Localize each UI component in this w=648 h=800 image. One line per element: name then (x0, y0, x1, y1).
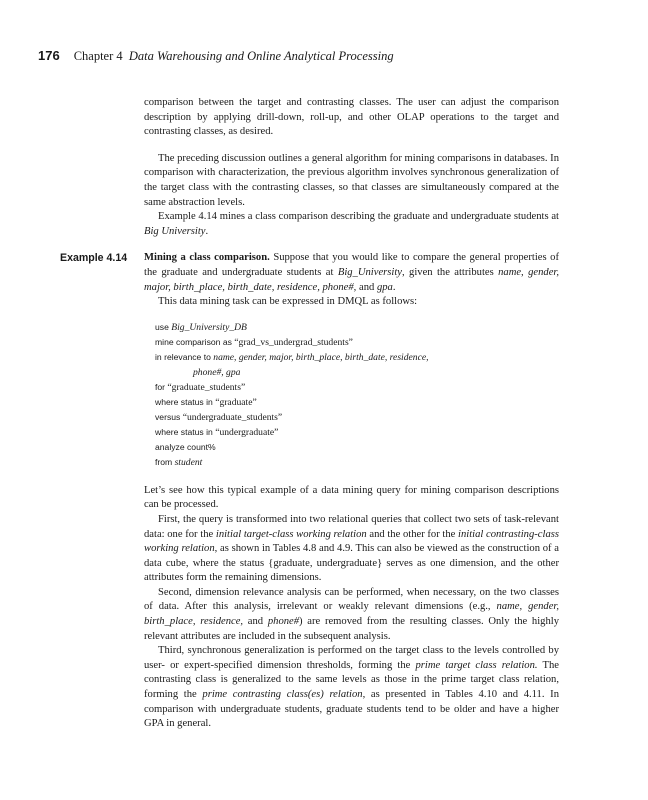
query-line: versus “undergraduate_students” (155, 411, 283, 423)
paragraph-example-intro: Example 4.14 mines a class comparison describing the graduate and undergraduate students at Big University. (144, 211, 559, 237)
example-4-14 (60, 251, 559, 469)
query-line: analyze count% (155, 441, 216, 452)
example-dmql-intro: This data mining task can be expressed in DMQL as follows: (158, 296, 418, 308)
query-line: where status in “undergraduate” (155, 426, 279, 438)
query-line: for “graduate_students” (155, 381, 246, 393)
paragraph-step-first: First, the query is transformed into two relational queries that collect two sets of task-relevant data: one for the initial target-class working relation and the other for the initial contrasting-class working relation, as shown in Tables 4.8 and 4.9. This can also be viewed as the construction of a data cube, where the status {graduate, undergraduate} serves as one dimension, and the other attributes form the remaining dimensions. (144, 513, 560, 584)
paragraph-step-third: Third, synchronous generalization is performed on the target class to the levels controlled by user- or expert-specified dimension thresholds, forming the prime target class relation. The contrasting class is generalized to the same levels as those in the prime target class relation, forming the prime contrasting class(es) relation, as presented in Tables 4.10 and 4.11. In comparison with undergraduate students, graduate students tend to be older and have a higher GPA in general. (144, 645, 559, 730)
dmql-query-block (155, 320, 559, 470)
query-line: use Big_University_DB (155, 321, 247, 333)
query-line: where status in “graduate” (155, 396, 257, 408)
example-statement: Mining a class comparison. Suppose that you would like to compare the general properties of the graduate and undergraduate students at Big_University, given the attributes name, gender, major, birth_place, birth_date, residence, phone#, and gpa. (144, 252, 559, 293)
paragraph-step-second: Second, dimension relevance analysis can be performed, when necessary, on the two classes of data. After this analysis, irrelevant or weakly relevant dimensions (e.g., name, gender, birth_place, residence, and phone#) are removed from the resulting classes. Only the highly relevant attributes are included in the subsequent analysis. (144, 586, 560, 642)
query-line: phone#, gpa (193, 366, 241, 378)
query-line: from student (155, 456, 203, 468)
chapter-title: Data Warehousing and Online Analytical Processing (128, 49, 394, 63)
example-label: Example 4.14 (60, 252, 128, 265)
page-body (60, 96, 560, 732)
running-header (38, 48, 394, 64)
query-line: mine comparison as “grad_vs_undergrad_students” (155, 336, 353, 348)
example-title: Mining a class comparison. (144, 252, 270, 264)
paragraph-algorithm-summary: The preceding discussion outlines a general algorithm for mining comparisons in databases. In comparison with characterization, the previous algorithm involves synchronous generalization of the target class with the contrasting classes, so that classes are simultaneously compared at the same abstraction levels. (144, 152, 559, 208)
page-number: 176 (38, 48, 60, 63)
paragraph-continuation: comparison between the target and contrasting classes. The user can adjust the comparison description by applying drill-down, roll-up, and other OLAP operations to the target and contrasting classes, as desired. (144, 97, 559, 138)
paragraph-processing-intro: Let’s see how this typical example of a data mining query for mining comparison descriptions can be processed. (144, 484, 559, 511)
chapter-label: Chapter 4 (73, 49, 123, 63)
query-line: in relevance to name, gender, major, birth_place, birth_date, residence, (155, 351, 429, 363)
